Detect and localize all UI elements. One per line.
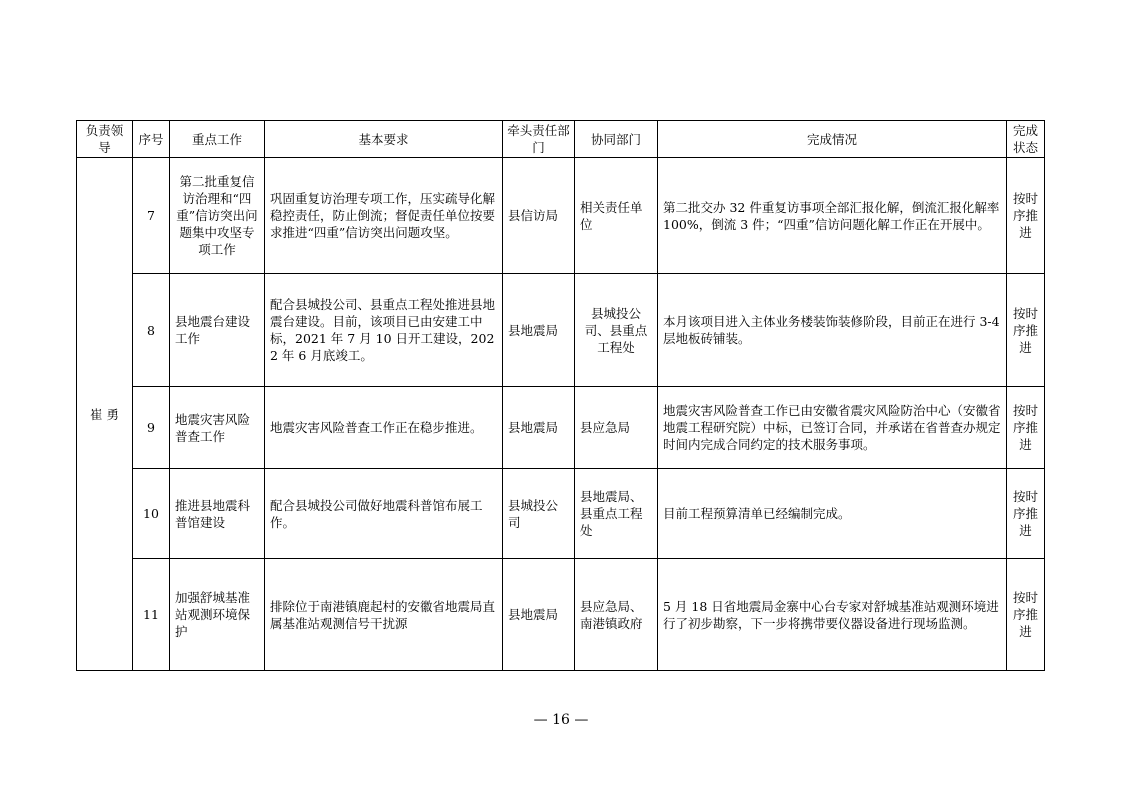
row-status: 按时序推进 — [1007, 274, 1045, 387]
row-coop-dept: 县地震局、县重点工程处 — [575, 469, 658, 559]
row-coop-dept: 县应急局、南港镇政府 — [575, 559, 658, 671]
row-status: 按时序推进 — [1007, 559, 1045, 671]
row-progress: 5 月 18 日省地震局金寨中心台专家对舒城基准站观测环境进行了初步勘察，下一步将携带要仪器设备进行现场监测。 — [658, 559, 1007, 671]
row-status: 按时序推进 — [1007, 387, 1045, 469]
row-seq: 10 — [133, 469, 170, 559]
page-number: — 16 — — [533, 712, 589, 728]
work-progress-table — [76, 120, 1045, 671]
header-requirement: 基本要求 — [265, 121, 503, 158]
header-status: 完成状态 — [1007, 121, 1045, 158]
table-row — [77, 387, 1045, 469]
table-header-row — [77, 121, 1045, 158]
table-row — [77, 469, 1045, 559]
header-leader: 负责领导 — [77, 121, 133, 158]
row-progress: 地震灾害风险普查工作已由安徽省震灾风险防治中心（安徽省地震工程研究院）中标，已签订合同，并承诺在省普查办规定时间内完成合同约定的技术服务事项。 — [658, 387, 1007, 469]
row-coop-dept: 相关责任单位 — [575, 158, 658, 274]
row-coop-dept: 县城投公司、县重点工程处 — [575, 274, 658, 387]
table-row — [77, 274, 1045, 387]
row-progress: 第二批交办 32 件重复访事项全部汇报化解，倒流汇报化解率 100%，倒流 3 件；“四重”信访问题化解工作正在开展中。 — [658, 158, 1007, 274]
leader-name: 崔 勇 — [77, 158, 133, 671]
row-requirement: 配合县城投公司、县重点工程处推进县地震台建设。目前，该项目已由安建工中标，2021 年 7 月 10 日开工建设，2022 年 6 月底竣工。 — [265, 274, 503, 387]
row-seq: 9 — [133, 387, 170, 469]
row-coop-dept: 县应急局 — [575, 387, 658, 469]
row-requirement: 巩固重复访治理专项工作，压实疏导化解稳控责任，防止倒流；督促责任单位按要求推进“四重”信访突出问题攻坚。 — [265, 158, 503, 274]
row-progress: 本月该项目进入主体业务楼装饰装修阶段，目前正在进行 3-4 层地板砖铺装。 — [658, 274, 1007, 387]
row-lead-dept: 县城投公司 — [503, 469, 575, 559]
header-seq: 序号 — [133, 121, 170, 158]
row-lead-dept: 县信访局 — [503, 158, 575, 274]
row-seq: 11 — [133, 559, 170, 671]
table-row — [77, 158, 1045, 274]
row-progress: 目前工程预算清单已经编制完成。 — [658, 469, 1007, 559]
row-status: 按时序推进 — [1007, 158, 1045, 274]
header-coop-dept: 协同部门 — [575, 121, 658, 158]
row-requirement: 排除位于南港镇鹿起村的安徽省地震局直属基准站观测信号干扰源 — [265, 559, 503, 671]
row-requirement: 配合县城投公司做好地震科普馆布展工作。 — [265, 469, 503, 559]
row-lead-dept: 县地震局 — [503, 387, 575, 469]
header-task: 重点工作 — [170, 121, 265, 158]
header-progress: 完成情况 — [658, 121, 1007, 158]
row-lead-dept: 县地震局 — [503, 274, 575, 387]
row-status: 按时序推进 — [1007, 469, 1045, 559]
row-task: 加强舒城基准站观测环境保护 — [170, 559, 265, 671]
row-seq: 7 — [133, 158, 170, 274]
header-lead-dept: 牵头责任部门 — [503, 121, 575, 158]
row-seq: 8 — [133, 274, 170, 387]
row-task: 第二批重复信访治理和“四重”信访突出问题集中攻坚专项工作 — [170, 158, 265, 274]
row-task: 地震灾害风险普查工作 — [170, 387, 265, 469]
row-requirement: 地震灾害风险普查工作正在稳步推进。 — [265, 387, 503, 469]
table-row — [77, 559, 1045, 671]
row-task: 推进县地震科普馆建设 — [170, 469, 265, 559]
row-lead-dept: 县地震局 — [503, 559, 575, 671]
row-task: 县地震台建设工作 — [170, 274, 265, 387]
